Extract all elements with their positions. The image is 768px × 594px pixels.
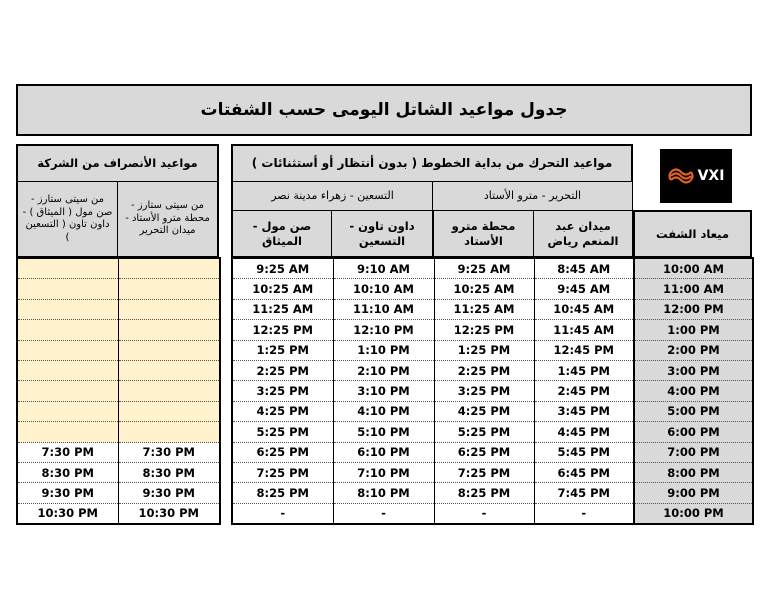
col-stadium-metro-header: محطة مترو الأستاد [432, 210, 534, 257]
dismissal-row [17, 279, 220, 299]
shift-time-cell: 9:00 PM [634, 483, 753, 503]
departure-time-cell: 2:45 PM [534, 381, 634, 401]
departure-row [232, 381, 634, 401]
dismissal-time-cell: 7:30 PM [118, 442, 220, 462]
dismissal-time-cell: 8:30 PM [118, 462, 220, 482]
departure-time-cell: 12:10 PM [333, 320, 434, 340]
departure-row [232, 483, 634, 503]
shift-row [634, 340, 753, 360]
departure-time-cell: 10:45 AM [534, 299, 634, 319]
shift-header: ميعاد الشفت [633, 210, 752, 257]
departure-row [232, 320, 634, 340]
departure-time-cell: 4:25 PM [434, 401, 534, 421]
shift-table [633, 257, 754, 525]
dismissal-row [17, 258, 220, 279]
departure-time-cell: 9:25 AM [232, 258, 333, 279]
shift-row [634, 503, 753, 524]
dismissal-row [17, 442, 220, 462]
shift-row [634, 279, 753, 299]
departure-table [231, 257, 635, 525]
group-tagamoa-header: التسعين - زهراء مدينة نصر [231, 181, 433, 211]
dismissal-row [17, 503, 220, 524]
shift-row [634, 483, 753, 503]
dismissal-time-cell [118, 422, 220, 442]
dismissal-time-cell [17, 422, 118, 442]
departure-row [232, 401, 634, 421]
departure-time-cell: 5:10 PM [333, 422, 434, 442]
departure-row [232, 442, 634, 462]
departure-row [232, 422, 634, 442]
shift-row [634, 320, 753, 340]
departure-time-cell: 10:25 AM [232, 279, 333, 299]
departure-time-cell: 5:25 PM [232, 422, 333, 442]
dismissal-row [17, 360, 220, 380]
departure-time-cell: 10:10 AM [333, 279, 434, 299]
departure-time-cell: 7:25 PM [232, 462, 333, 482]
dismissal-row [17, 462, 220, 482]
departure-time-cell: 4:10 PM [333, 401, 434, 421]
dismissal-time-cell [17, 320, 118, 340]
departure-time-cell: 9:45 AM [534, 279, 634, 299]
dismissal-col-b-header: من سيتى ستارز - صن مول ( الميثاق ) - داون تاون ( التسعين ) [16, 181, 118, 257]
dismissal-row [17, 401, 220, 421]
departure-time-cell: - [434, 503, 534, 524]
departure-time-cell: 7:45 PM [534, 483, 634, 503]
dismissal-time-cell [17, 258, 118, 279]
departure-time-cell: 3:25 PM [232, 381, 333, 401]
departure-time-cell: 12:45 PM [534, 340, 634, 360]
departure-time-cell: 6:45 PM [534, 462, 634, 482]
departure-time-cell: 4:45 PM [534, 422, 634, 442]
shift-time-cell: 12:00 PM [634, 299, 753, 319]
departure-time-cell: 2:25 PM [434, 360, 534, 380]
departure-time-cell: 8:25 PM [232, 483, 333, 503]
dismissal-row [17, 483, 220, 503]
dismissal-time-cell [17, 299, 118, 319]
shift-time-cell: 10:00 AM [634, 258, 753, 279]
departure-time-cell: 3:10 PM [333, 381, 434, 401]
dismissal-table [16, 257, 221, 525]
departure-time-cell: 11:10 AM [333, 299, 434, 319]
vxi-logo [660, 149, 732, 203]
departure-row [232, 462, 634, 482]
departure-time-cell: - [333, 503, 434, 524]
departure-time-cell: 9:25 AM [434, 258, 534, 279]
departure-time-cell: 5:45 PM [534, 442, 634, 462]
departure-time-cell: 4:25 PM [232, 401, 333, 421]
departure-time-cell: 12:25 PM [434, 320, 534, 340]
dismissal-row [17, 422, 220, 442]
shift-time-cell: 2:00 PM [634, 340, 753, 360]
dismissal-time-cell: 10:30 PM [17, 503, 118, 524]
dismissal-time-cell: 9:30 PM [118, 483, 220, 503]
shift-time-cell: 6:00 PM [634, 422, 753, 442]
dismissal-row [17, 299, 220, 319]
dismissal-time-cell: 9:30 PM [17, 483, 118, 503]
dismissal-time-cell [118, 401, 220, 421]
departure-time-cell: 6:25 PM [232, 442, 333, 462]
departure-time-cell: 3:45 PM [534, 401, 634, 421]
departure-time-cell: 2:10 PM [333, 360, 434, 380]
shift-time-cell: 1:00 PM [634, 320, 753, 340]
shift-row [634, 360, 753, 380]
departure-time-cell: 1:10 PM [333, 340, 434, 360]
departure-time-cell: - [534, 503, 634, 524]
group-tahrir-header: التحرير - مترو الأستاد [432, 181, 633, 211]
departure-time-cell: 11:25 AM [232, 299, 333, 319]
shift-row [634, 258, 753, 279]
shift-time-cell: 7:00 PM [634, 442, 753, 462]
departure-time-cell: 7:25 PM [434, 462, 534, 482]
dismissal-row [17, 340, 220, 360]
departure-time-cell: 8:10 PM [333, 483, 434, 503]
departure-time-cell: 1:45 PM [534, 360, 634, 380]
departure-row [232, 360, 634, 380]
departure-time-cell: 6:10 PM [333, 442, 434, 462]
departure-row [232, 340, 634, 360]
departure-time-cell: 8:45 AM [534, 258, 634, 279]
departure-time-cell: 2:25 PM [232, 360, 333, 380]
dismissal-header: مواعيد الأنصراف من الشركة [16, 144, 219, 182]
departure-row [232, 258, 634, 279]
shift-time-cell: 3:00 PM [634, 360, 753, 380]
dismissal-time-cell: 10:30 PM [118, 503, 220, 524]
departure-time-cell: 9:10 AM [333, 258, 434, 279]
shift-row [634, 462, 753, 482]
departure-row [232, 299, 634, 319]
shift-row [634, 299, 753, 319]
departure-time-cell: 3:25 PM [434, 381, 534, 401]
shift-time-cell: 4:00 PM [634, 381, 753, 401]
dismissal-time-cell [17, 401, 118, 421]
shift-row [634, 381, 753, 401]
col-abdelmoneim-riad-header: ميدان عبد المنعم رياض [533, 210, 633, 257]
dismissal-time-cell [118, 320, 220, 340]
dismissal-row [17, 320, 220, 340]
col-downtown-header: داون تاون - التسعين [331, 210, 433, 257]
dismissal-time-cell [118, 258, 220, 279]
shift-time-cell: 8:00 PM [634, 462, 753, 482]
shift-row [634, 442, 753, 462]
departure-time-cell: 5:25 PM [434, 422, 534, 442]
dismissal-time-cell [118, 340, 220, 360]
dismissal-time-cell [118, 381, 220, 401]
departure-time-cell: 1:25 PM [434, 340, 534, 360]
shift-time-cell: 11:00 AM [634, 279, 753, 299]
departure-time-cell: 7:10 PM [333, 462, 434, 482]
departure-row [232, 279, 634, 299]
shift-row [634, 422, 753, 442]
dismissal-time-cell [17, 360, 118, 380]
dismissal-row [17, 381, 220, 401]
departure-time-cell: 11:25 AM [434, 299, 534, 319]
departure-time-cell: 6:25 PM [434, 442, 534, 462]
departure-time-cell: 11:45 AM [534, 320, 634, 340]
infinity-knot-icon [668, 166, 694, 186]
departure-time-cell: 1:25 PM [232, 340, 333, 360]
departure-time-cell: 10:25 AM [434, 279, 534, 299]
dismissal-time-cell: 7:30 PM [17, 442, 118, 462]
dismissal-time-cell [118, 299, 220, 319]
dismissal-time-cell [17, 279, 118, 299]
dismissal-time-cell [118, 279, 220, 299]
dismissal-time-cell [118, 360, 220, 380]
shift-row [634, 401, 753, 421]
departure-time-cell: 8:25 PM [434, 483, 534, 503]
departure-time-cell: - [232, 503, 333, 524]
dismissal-time-cell [17, 381, 118, 401]
shift-time-cell: 10:00 PM [634, 503, 753, 524]
dismissal-time-cell: 8:30 PM [17, 462, 118, 482]
departure-time-cell: 12:25 PM [232, 320, 333, 340]
departure-header: مواعيد التحرك من بداية الخطوط ( بدون أنتظار أو أستثنائات ) [231, 144, 633, 182]
dismissal-time-cell [17, 340, 118, 360]
page-title: جدول مواعيد الشاتل اليومى حسب الشفتات [16, 84, 752, 136]
col-sunmall-header: صن مول - الميثاق [231, 210, 332, 257]
logo-text: VXI [697, 168, 725, 184]
shift-time-cell: 5:00 PM [634, 401, 753, 421]
dismissal-col-a-header: من سيتى ستارز - محطة مترو الأستاد - ميدان التحرير [117, 181, 219, 257]
departure-row [232, 503, 634, 524]
